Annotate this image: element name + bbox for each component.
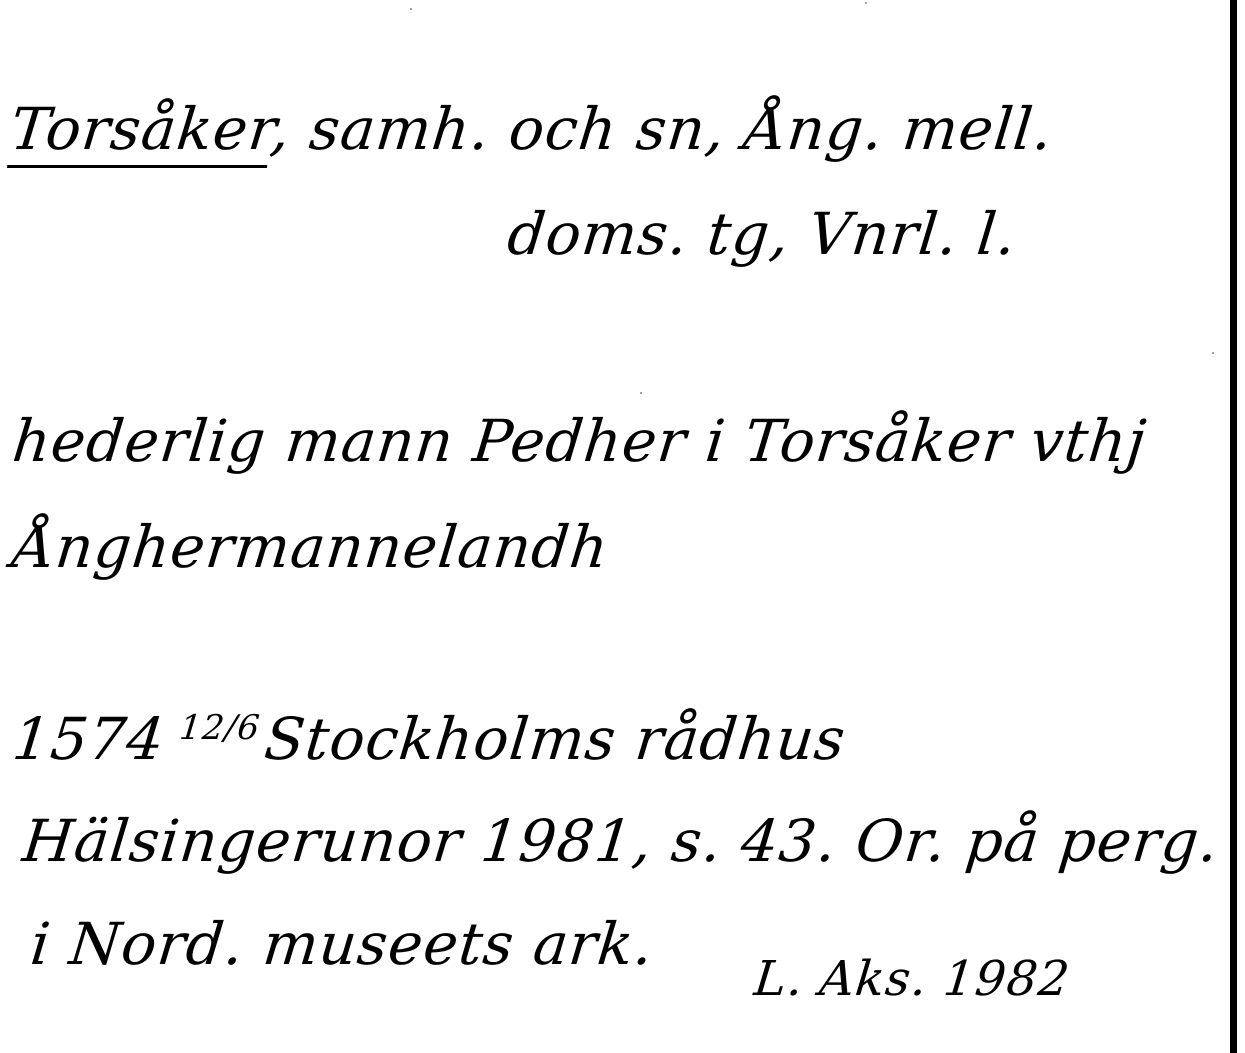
scan-speck xyxy=(1212,352,1214,354)
heading-description: , samh. och sn, Ång. mell. xyxy=(267,95,1057,163)
date-place: Stockholms rådhus xyxy=(261,705,850,773)
heading-line-1 xyxy=(7,95,1057,163)
quote-line-1: hederlig mann Pedher i Torsåker vthj xyxy=(9,407,1150,475)
source-line-2: i Nord. museets ark. xyxy=(27,910,658,978)
scan-speck xyxy=(410,8,412,10)
quote-line-2: Ånghermannelandh xyxy=(9,513,612,581)
source-line-1: Hälsingerunor 1981, s. 43. Or. på perg. xyxy=(19,807,1223,875)
signature: L. Aks. 1982 xyxy=(751,951,1073,1007)
date-year: 1574 xyxy=(9,705,169,773)
date-line xyxy=(9,705,850,773)
card-right-edge xyxy=(1230,0,1237,1053)
scan-speck xyxy=(640,392,642,394)
scan-speck xyxy=(865,2,867,4)
headword: Torsåker xyxy=(7,95,275,168)
heading-line-2: doms. tg, Vnrl. l. xyxy=(504,200,1020,268)
date-fraction: 12/6 xyxy=(177,708,263,748)
